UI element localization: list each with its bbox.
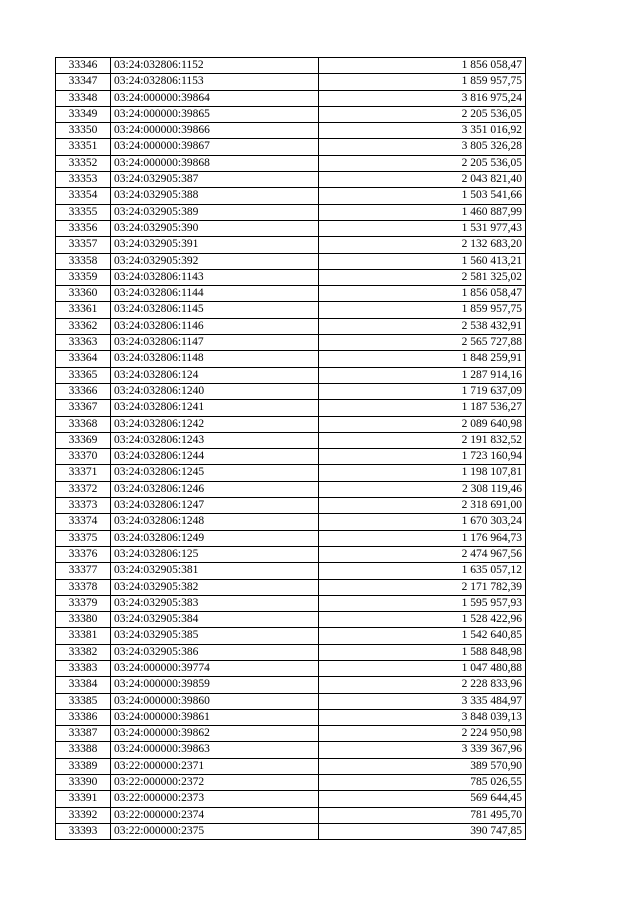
cadastral-value-cell: 785 026,55 [319,775,526,791]
cadastral-number-cell: 03:24:032806:1144 [111,286,319,302]
table-row [56,693,526,709]
row-number-cell: 33359 [56,269,111,285]
table-row [56,172,526,188]
table-row [56,90,526,106]
cadastral-number-cell: 03:24:032806:1247 [111,498,319,514]
cadastral-value-cell: 2 089 640,98 [319,416,526,432]
cadastral-value-cell: 1 503 541,66 [319,188,526,204]
row-number-cell: 33364 [56,351,111,367]
cadastral-value-cell: 1 588 848,98 [319,644,526,660]
cadastral-number-cell: 03:24:032905:390 [111,220,319,236]
row-number-cell: 33358 [56,253,111,269]
cadastral-number-cell: 03:24:032905:391 [111,237,319,253]
cadastral-number-cell: 03:24:032905:388 [111,188,319,204]
table-row [56,400,526,416]
cadastral-value-cell: 389 570,90 [319,758,526,774]
table-row [56,481,526,497]
cadastral-value-cell: 1 635 057,12 [319,563,526,579]
cadastral-value-cell: 1 856 058,47 [319,286,526,302]
cadastral-number-cell: 03:24:032905:386 [111,644,319,660]
cadastral-number-cell: 03:24:032905:387 [111,172,319,188]
row-number-cell: 33354 [56,188,111,204]
table-row [56,612,526,628]
row-number-cell: 33347 [56,74,111,90]
cadastral-number-cell: 03:24:000000:39774 [111,660,319,676]
cadastral-value-cell: 3 335 484,97 [319,693,526,709]
table-row [56,791,526,807]
table-row [56,530,526,546]
cadastral-number-cell: 03:24:032806:1147 [111,335,319,351]
table-row [56,220,526,236]
cadastral-number-cell: 03:24:000000:39867 [111,139,319,155]
cadastral-number-cell: 03:24:032905:389 [111,204,319,220]
cadastral-number-cell: 03:24:032806:1244 [111,449,319,465]
row-number-cell: 33346 [56,58,111,74]
cadastral-value-cell: 2 538 432,91 [319,318,526,334]
row-number-cell: 33368 [56,416,111,432]
cadastral-number-cell: 03:24:000000:39865 [111,106,319,122]
cadastral-value-table [55,57,526,840]
cadastral-number-cell: 03:24:000000:39864 [111,90,319,106]
cadastral-value-cell: 1 198 107,81 [319,465,526,481]
table-row [56,269,526,285]
cadastral-value-cell: 1 595 957,93 [319,595,526,611]
cadastral-value-cell: 3 816 975,24 [319,90,526,106]
row-number-cell: 33384 [56,677,111,693]
table-row [56,139,526,155]
table-row [56,546,526,562]
row-number-cell: 33377 [56,563,111,579]
row-number-cell: 33388 [56,742,111,758]
table-row [56,514,526,530]
cadastral-value-cell: 2 043 821,40 [319,172,526,188]
cadastral-number-cell: 03:24:000000:39862 [111,726,319,742]
cadastral-value-cell: 1 176 964,73 [319,530,526,546]
table-row [56,660,526,676]
cadastral-value-cell: 390 747,85 [319,823,526,839]
cadastral-value-cell: 1 287 914,16 [319,367,526,383]
table-row [56,579,526,595]
cadastral-value-cell: 1 719 637,09 [319,383,526,399]
table-row [56,465,526,481]
row-number-cell: 33357 [56,237,111,253]
cadastral-number-cell: 03:24:032806:1246 [111,481,319,497]
cadastral-number-cell: 03:24:032806:1241 [111,400,319,416]
row-number-cell: 33371 [56,465,111,481]
row-number-cell: 33374 [56,514,111,530]
table-row [56,709,526,725]
cadastral-value-cell: 2 205 536,05 [319,155,526,171]
cadastral-value-cell: 1 859 957,75 [319,74,526,90]
table-row [56,498,526,514]
cadastral-value-cell: 2 205 536,05 [319,106,526,122]
cadastral-number-cell: 03:22:000000:2374 [111,807,319,823]
row-number-cell: 33370 [56,449,111,465]
table-row [56,432,526,448]
row-number-cell: 33386 [56,709,111,725]
cadastral-value-cell: 1 560 413,21 [319,253,526,269]
cadastral-number-cell: 03:24:032905:385 [111,628,319,644]
row-number-cell: 33361 [56,302,111,318]
row-number-cell: 33351 [56,139,111,155]
cadastral-number-cell: 03:24:032905:381 [111,563,319,579]
row-number-cell: 33379 [56,595,111,611]
cadastral-value-cell: 3 848 039,13 [319,709,526,725]
row-number-cell: 33376 [56,546,111,562]
row-number-cell: 33375 [56,530,111,546]
row-number-cell: 33360 [56,286,111,302]
cadastral-value-cell: 2 132 683,20 [319,237,526,253]
cadastral-number-cell: 03:24:032905:382 [111,579,319,595]
table-row [56,677,526,693]
table-row [56,595,526,611]
table-row [56,188,526,204]
cadastral-number-cell: 03:24:032806:1240 [111,383,319,399]
cadastral-value-cell: 1 723 160,94 [319,449,526,465]
row-number-cell: 33362 [56,318,111,334]
row-number-cell: 33355 [56,204,111,220]
cadastral-number-cell: 03:24:032806:1245 [111,465,319,481]
row-number-cell: 33373 [56,498,111,514]
cadastral-value-cell: 1 859 957,75 [319,302,526,318]
cadastral-value-cell: 3 339 367,96 [319,742,526,758]
table-row [56,758,526,774]
cadastral-number-cell: 03:24:032806:1152 [111,58,319,74]
table-row [56,74,526,90]
cadastral-value-cell: 1 528 422,96 [319,612,526,628]
row-number-cell: 33389 [56,758,111,774]
table-row [56,286,526,302]
row-number-cell: 33348 [56,90,111,106]
cadastral-number-cell: 03:24:032806:1146 [111,318,319,334]
cadastral-number-cell: 03:24:000000:39868 [111,155,319,171]
cadastral-number-cell: 03:24:032905:392 [111,253,319,269]
table-row [56,775,526,791]
cadastral-value-cell: 569 644,45 [319,791,526,807]
cadastral-value-cell: 3 351 016,92 [319,123,526,139]
cadastral-value-cell: 2 224 950,98 [319,726,526,742]
table-row [56,123,526,139]
row-number-cell: 33352 [56,155,111,171]
row-number-cell: 33383 [56,660,111,676]
row-number-cell: 33378 [56,579,111,595]
table-row [56,383,526,399]
cadastral-value-cell: 2 308 119,46 [319,481,526,497]
cadastral-value-cell: 1 531 977,43 [319,220,526,236]
cadastral-value-cell: 2 171 782,39 [319,579,526,595]
row-number-cell: 33381 [56,628,111,644]
table-row [56,644,526,660]
table-row [56,351,526,367]
row-number-cell: 33353 [56,172,111,188]
cadastral-number-cell: 03:24:032806:124 [111,367,319,383]
cadastral-value-cell: 1 542 640,85 [319,628,526,644]
cadastral-number-cell: 03:24:000000:39866 [111,123,319,139]
cadastral-number-cell: 03:24:032806:1153 [111,74,319,90]
table-row [56,106,526,122]
cadastral-value-cell: 1 856 058,47 [319,58,526,74]
cadastral-number-cell: 03:24:032806:1242 [111,416,319,432]
row-number-cell: 33382 [56,644,111,660]
cadastral-value-cell: 2 474 967,56 [319,546,526,562]
cadastral-number-cell: 03:24:032806:1249 [111,530,319,546]
cadastral-number-cell: 03:24:000000:39860 [111,693,319,709]
cadastral-value-cell: 1 047 480,88 [319,660,526,676]
cadastral-number-cell: 03:24:000000:39859 [111,677,319,693]
row-number-cell: 33390 [56,775,111,791]
cadastral-number-cell: 03:22:000000:2373 [111,791,319,807]
row-number-cell: 33350 [56,123,111,139]
table-row [56,563,526,579]
table-row [56,823,526,839]
table-row [56,58,526,74]
cadastral-number-cell: 03:24:032905:383 [111,595,319,611]
table-row [56,335,526,351]
table-row [56,237,526,253]
row-number-cell: 33365 [56,367,111,383]
cadastral-number-cell: 03:24:032806:1148 [111,351,319,367]
table-row [56,416,526,432]
row-number-cell: 33363 [56,335,111,351]
cadastral-value-cell: 1 460 887,99 [319,204,526,220]
cadastral-value-cell: 1 670 303,24 [319,514,526,530]
cadastral-number-cell: 03:24:000000:39861 [111,709,319,725]
cadastral-value-cell: 1 187 536,27 [319,400,526,416]
cadastral-number-cell: 03:24:032806:1243 [111,432,319,448]
table-row [56,155,526,171]
cadastral-number-cell: 03:24:032806:1248 [111,514,319,530]
row-number-cell: 33393 [56,823,111,839]
cadastral-number-cell: 03:24:032905:384 [111,612,319,628]
table-row [56,449,526,465]
cadastral-number-cell: 03:24:032806:1143 [111,269,319,285]
cadastral-value-cell: 3 805 326,28 [319,139,526,155]
cadastral-number-cell: 03:22:000000:2372 [111,775,319,791]
cadastral-value-cell: 781 495,70 [319,807,526,823]
cadastral-value-cell: 2 191 832,52 [319,432,526,448]
cadastral-value-cell: 2 581 325,02 [319,269,526,285]
cadastral-value-cell: 1 848 259,91 [319,351,526,367]
cadastral-number-cell: 03:22:000000:2375 [111,823,319,839]
row-number-cell: 33349 [56,106,111,122]
cadastral-number-cell: 03:22:000000:2371 [111,758,319,774]
cadastral-value-cell: 2 228 833,96 [319,677,526,693]
table-row [56,204,526,220]
row-number-cell: 33391 [56,791,111,807]
row-number-cell: 33356 [56,220,111,236]
cadastral-number-cell: 03:24:032806:1145 [111,302,319,318]
table-row [56,628,526,644]
cadastral-value-cell: 2 565 727,88 [319,335,526,351]
cadastral-number-cell: 03:24:032806:125 [111,546,319,562]
table-row [56,726,526,742]
row-number-cell: 33367 [56,400,111,416]
table-body [56,58,526,840]
row-number-cell: 33380 [56,612,111,628]
row-number-cell: 33392 [56,807,111,823]
cadastral-number-cell: 03:24:000000:39863 [111,742,319,758]
table-row [56,302,526,318]
table-row [56,807,526,823]
row-number-cell: 33387 [56,726,111,742]
row-number-cell: 33366 [56,383,111,399]
table-row [56,253,526,269]
row-number-cell: 33372 [56,481,111,497]
cadastral-value-cell: 2 318 691,00 [319,498,526,514]
table-row [56,742,526,758]
row-number-cell: 33385 [56,693,111,709]
table-row [56,367,526,383]
table-row [56,318,526,334]
row-number-cell: 33369 [56,432,111,448]
